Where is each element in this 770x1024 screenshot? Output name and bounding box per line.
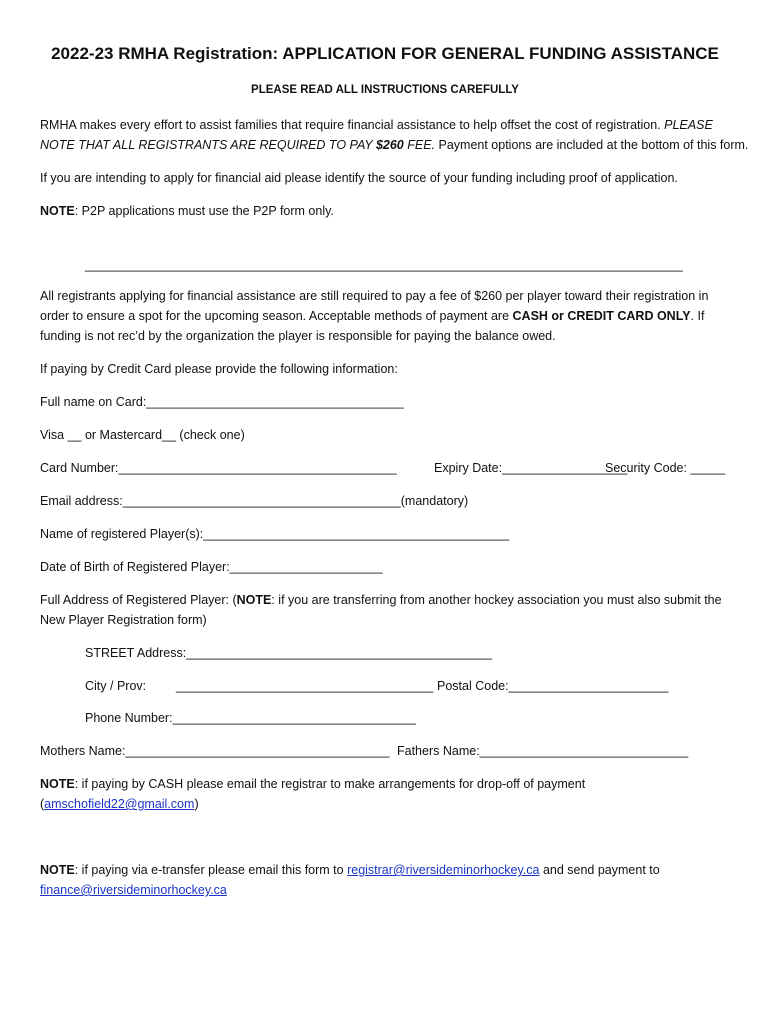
finance-email-link[interactable]: finance@riversideminorhockey.ca xyxy=(40,883,227,897)
payment-end: . If xyxy=(690,309,705,323)
note-label: NOTE xyxy=(40,204,75,218)
city-field[interactable]: _____________________________________ xyxy=(176,679,434,693)
card-number-row xyxy=(40,460,397,476)
dob-field[interactable]: ______________________ xyxy=(229,560,383,574)
etransfer-note-line-1 xyxy=(40,862,660,878)
payment-methods: CASH or CREDIT CARD ONLY xyxy=(512,309,691,323)
funding-source-text: If you are intending to apply for financial aid please identify the source of your funding including proof of application. xyxy=(40,171,678,185)
postal-row xyxy=(437,678,668,694)
security-row xyxy=(605,460,725,476)
separator-line: ______________________________________________________________________________________ xyxy=(85,258,683,272)
phone-label: Phone Number: xyxy=(85,711,173,725)
registrar-cash-email-link[interactable]: amschofield22@gmail.com xyxy=(44,797,195,811)
email-field[interactable]: ________________________________________ xyxy=(122,494,401,508)
security-label: Security Code: xyxy=(605,461,687,475)
street-row xyxy=(85,645,492,661)
card-name-label: Full name on Card: xyxy=(40,395,147,409)
p2p-note xyxy=(40,203,334,219)
postal-label: Postal Code: xyxy=(437,679,509,693)
note-text: : P2P applications must use the P2P form only. xyxy=(74,204,334,218)
fathers-row xyxy=(397,743,688,759)
paren-close: ) xyxy=(194,797,199,811)
city-label: City / Prov: xyxy=(85,679,147,693)
phone-row xyxy=(85,710,416,726)
payment-line-2 xyxy=(40,308,704,324)
mothers-row xyxy=(40,743,390,759)
email-label: Email address: xyxy=(40,494,123,508)
address-note-label: NOTE xyxy=(236,593,272,607)
fee-amount: $260 xyxy=(375,138,404,152)
street-label: STREET Address: xyxy=(85,646,187,660)
fathers-field[interactable]: ______________________________ xyxy=(479,744,689,758)
expiry-field[interactable]: __________________ xyxy=(502,461,628,475)
intro-line-2 xyxy=(40,137,748,153)
dob-label: Date of Birth of Registered Player: xyxy=(40,560,230,574)
card-name-field[interactable]: _____________________________________ xyxy=(146,395,404,409)
etransfer-note-text: : if paying via e-transfer please email this form to xyxy=(74,863,348,877)
expiry-label: Expiry Date: xyxy=(434,461,503,475)
address-intro-line-1 xyxy=(40,592,722,608)
cash-note-label: NOTE xyxy=(40,777,75,791)
etransfer-note-label: NOTE xyxy=(40,863,75,877)
intro-text: RMHA makes every effort to assist families that require financial assistance to help offset the cost of registration. xyxy=(40,118,665,132)
intro-plain: Payment options are included at the bottom of this form. xyxy=(435,138,749,152)
address-intro-b: : if you are transferring from another hockey association you must also submit the xyxy=(271,593,722,607)
payment-line-3: funding is not rec’d by the organization the player is responsible for paying the balance owed. xyxy=(40,329,556,343)
dob-row xyxy=(40,559,383,575)
registrar-email-link[interactable]: registrar@riversideminorhockey.ca xyxy=(347,863,540,877)
form-title: 2022-23 RMHA Registration: APPLICATION FOR GENERAL FUNDING ASSISTANCE xyxy=(51,44,719,63)
security-field[interactable]: _____ xyxy=(690,461,726,475)
email-row xyxy=(40,493,468,509)
paren-open: ( xyxy=(40,797,45,811)
mothers-label: Mothers Name: xyxy=(40,744,126,758)
player-name-label: Name of registered Player(s): xyxy=(40,527,204,541)
form-subtitle: PLEASE READ ALL INSTRUCTIONS CAREFULLY xyxy=(251,84,519,96)
address-intro-a: Full Address of Registered Player: ( xyxy=(40,593,237,607)
email-mandatory: (mandatory) xyxy=(400,494,469,508)
street-field[interactable]: ____________________________________________ xyxy=(186,646,493,660)
intro-italic-a: NOTE THAT ALL REGISTRANTS ARE REQUIRED TO PAY xyxy=(40,138,376,152)
intro-line-1 xyxy=(40,117,713,133)
intro-italic: PLEASE xyxy=(664,118,713,132)
card-number-field[interactable]: ________________________________________ xyxy=(118,461,397,475)
card-number-label: Card Number: xyxy=(40,461,119,475)
expiry-row xyxy=(434,460,627,476)
payment-line-1: All registrants applying for financial assistance are still required to pay a fee of $260 per player toward their registration in xyxy=(40,289,709,303)
mothers-field[interactable]: ______________________________________ xyxy=(125,744,390,758)
etransfer-note-text-2: and send payment to xyxy=(539,863,660,877)
card-name-row xyxy=(40,394,404,410)
address-intro-line-2: New Player Registration form) xyxy=(40,613,207,627)
cash-note-text: : if paying by CASH please email the registrar to make arrangements for drop-off of payment xyxy=(74,777,586,791)
phone-field[interactable]: ___________________________________ xyxy=(172,711,416,725)
intro-italic-b: FEE. xyxy=(403,138,436,152)
cash-note-line-2 xyxy=(40,796,199,812)
player-name-row xyxy=(40,526,509,542)
cash-note-line-1 xyxy=(40,776,585,792)
fathers-label: Fathers Name: xyxy=(397,744,480,758)
etransfer-note-line-2 xyxy=(40,882,227,898)
card-type-row[interactable]: Visa __ or Mastercard__ (check one) xyxy=(40,428,245,442)
credit-card-intro: If paying by Credit Card please provide the following information: xyxy=(40,362,398,376)
postal-field[interactable]: _______________________ xyxy=(508,679,669,693)
player-name-field[interactable]: ____________________________________________ xyxy=(203,527,510,541)
payment-text: order to ensure a spot for the upcoming season. Acceptable methods of payment are xyxy=(40,309,513,323)
